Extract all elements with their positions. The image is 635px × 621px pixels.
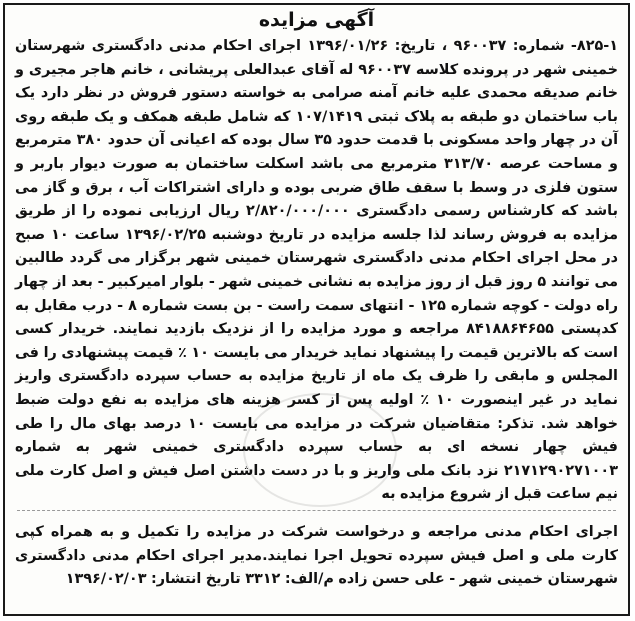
notice-frame: [3, 3, 630, 616]
section-divider: [17, 510, 616, 511]
notice-paragraph: ۸۲۵-۱- شماره: ۹۶۰۰۳۷ ، تاریخ: ۱۳۹۶/۰۱/۲۶ اجرای احکام مدنی دادگستری شهرستان خمینی شهر در پرونده کلاسه ۹۶۰۰۳۷ له آقای عبدالعلی پریشانی ، خانم هاجر مجیری و خانم صدیقه محمدی علیه خانم آمنه صرامی به خواسته دستور فروش در نظر دارد یک باب ساختمان دو طبقه به پلاک ثبتی ۱۰۷/۱۴۱۹ که شامل طبقه همکف و یک طبقه روی آن در چهار واحد مسکونی با قدمت حدود ۳۵ سال بوده که اعیانی آن حدود ۳۸۰ مترمربع و مساحت عرصه ۳۱۳/۷۰ مترمربع می باشد اسکلت ساختمان به صورت دیوار باربر و ستون فلزی در وسط با سقف طاق ضربی بوده و دارای اشتراکات آب ، برق و گاز می باشد که کارشناس رسمی دادگستری ۲/۸۲۰/۰۰۰/۰۰۰ ریال ارزیابی نموده را از طریق مزایده به فروش رساند لذا جلسه مزایده در تاریخ دوشنبه ۱۳۹۶/۰۲/۲۵ ساعت ۱۰ صبح در محل اجرای احکام مدنی دادگستری شهرستان خمینی شهر برگزار می گردد طالبین می توانند ۵ روز قبل از روز مزایده به نشانی خمینی شهر - بلوار امیرکبیر - بعد از چهار راه دولت - کوچه شماره ۱۲۵ - انتهای سمت راست - بن بست شماره ۸ - درب مقابل به کدپستی ۸۴۱۸۸۶۴۶۵۵ مراجعه و مورد مزایده را از نزدیک بازدید نمایند. خریدار کسی است که بالاترین قیمت را پیشنهاد نماید خریدار می بایست ۱۰ ٪ قیمت پیشنهادی را فی المجلس و مابقی را ظرف یک ماه از تاریخ مزایده به حساب سپرده دادگستری واریز نماید در غیر اینصورت ۱۰ ٪ اولیه پس از کسر هزینه های مزایده به نفع دولت ضبط خواهد شد. تذکر: متقاضیان شرکت در مزایده می بایست ۱۰ درصد بهای مال را طی فیش چهار نسخه ای به حساب سپرده دادگستری خمینی شهر به شماره ۲۱۷۱۲۹۰۲۷۱۰۰۳ نزد بانک ملی واریز و با در دست داشتن اصل فیش و اصل کارت ملی نیم ساعت قبل از شروع مزایده به: [15, 38, 619, 503]
notice-title: آگهی مزایده: [258, 9, 375, 31]
notice-body: [15, 35, 618, 507]
notice-footer: [15, 521, 618, 592]
notice-footer-paragraph: اجرای احکام مدنی مراجعه و درخواست شرکت در مزایده را تکمیل و به همراه کپی کارت ملی و اصل فیش سپرده تحویل اجرا نمایند.مدیر اجرای احکام مدنی دادگستری شهرستان خمینی شهر - علی حسن زاده م/الف: ۳۳۱۲ تاریخ انتشار: ۱۳۹۶/۰۲/۰۳: [15, 524, 618, 588]
